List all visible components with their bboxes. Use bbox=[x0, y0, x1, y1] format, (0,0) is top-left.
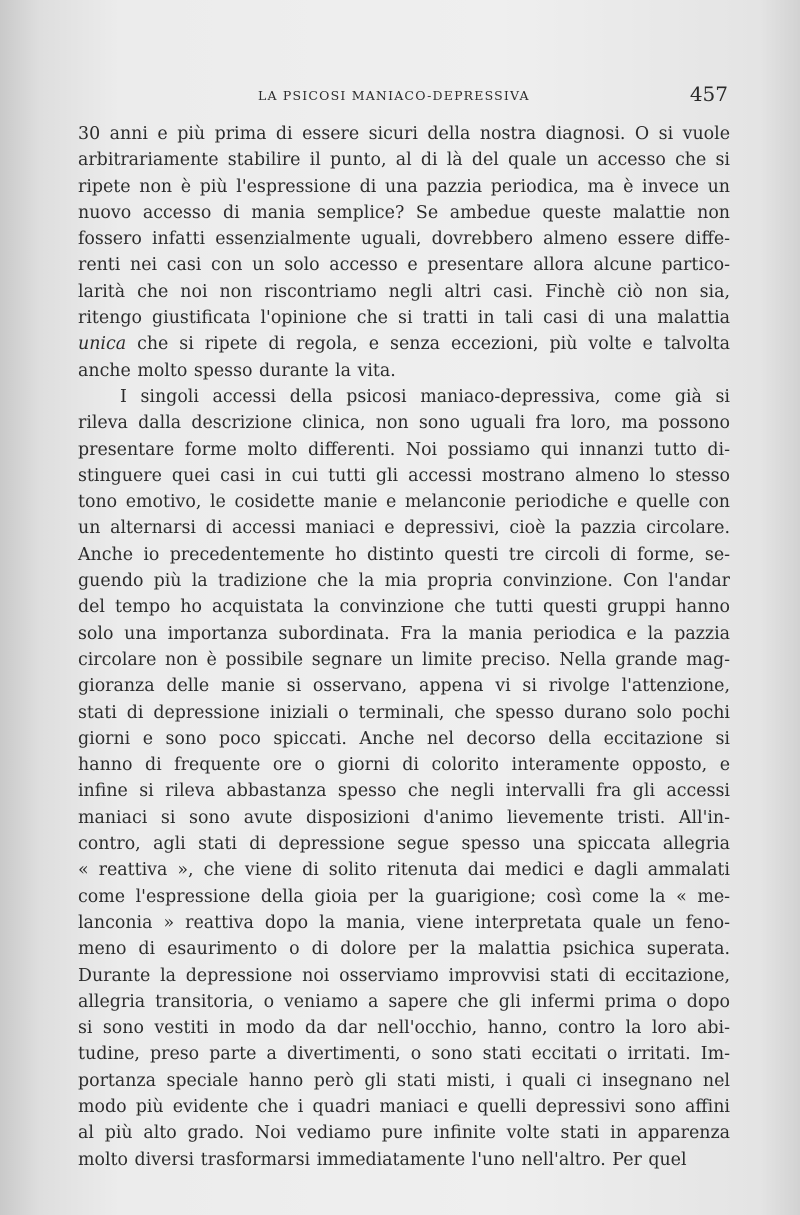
text-line: ripete non è più l'espressione di una pazzia periodica, ma è invece un bbox=[78, 176, 730, 197]
text-line: larità che noi non riscontriamo negli altri casi. Finchè ciò non sia, bbox=[78, 281, 730, 302]
text-line: Anche io precedentemente ho distinto questi tre circoli di forme, se- bbox=[78, 544, 730, 565]
text-line: rileva dalla descrizione clinica, non sono uguali fra loro, ma possono bbox=[78, 413, 730, 434]
text-line: fossero infatti essenzialmente uguali, dovrebbero almeno essere diffe- bbox=[78, 229, 730, 250]
text-line: presentare forme molto differenti. Noi possiamo qui innanzi tutto di- bbox=[78, 439, 730, 460]
text-line: come l'espressione della gioia per la guarigione; così come la « me- bbox=[78, 886, 730, 907]
text-line: stati di depressione iniziali o terminali, che spesso durano solo pochi bbox=[78, 702, 730, 723]
text-line: al più alto grado. Noi vediamo pure infinite volte stati in apparenza bbox=[78, 1123, 730, 1144]
text-line: contro, agli stati di depressione segue spesso una spiccata allegria bbox=[78, 834, 730, 855]
text-line: infine si rileva abbastanza spesso che negli intervalli fra gli accessi bbox=[78, 781, 730, 802]
text-line: renti nei casi con un solo accesso e presentare allora alcune partico- bbox=[78, 255, 730, 276]
text-line: I singoli accessi della psicosi maniaco-depressiva, come già si bbox=[120, 386, 730, 407]
text-line: 30 anni e più prima di essere sicuri della nostra diagnosi. O si vuole bbox=[78, 124, 730, 144]
body-text bbox=[78, 121, 730, 1173]
text-line: modo più evidente che i quadri maniaci e quelli depressivi sono affini bbox=[78, 1096, 730, 1117]
text-line: gioranza delle manie si osservano, appena vi si rivolge l'attenzione, bbox=[78, 676, 730, 697]
text-line: hanno di frequente ore o giorni di colorito interamente opposto, e bbox=[78, 755, 730, 776]
text-line: maniaci si sono avute disposizioni d'animo lievemente tristi. All'in- bbox=[78, 807, 730, 828]
text-line: lanconia » reattiva dopo la mania, viene interpretata quale un feno- bbox=[78, 912, 730, 933]
text-line: portanza speciale hanno però gli stati misti, i quali ci insegnano nel bbox=[78, 1070, 730, 1091]
page-header bbox=[80, 82, 730, 116]
text-line: circolare non è possibile segnare un limite preciso. Nella grande mag- bbox=[78, 649, 730, 670]
text-line: nuovo accesso di mania semplice? Se ambedue queste malattie non bbox=[78, 202, 730, 223]
text-line: molto diversi trasformarsi immediatamente l'uno nell'altro. Per quel bbox=[78, 1149, 687, 1170]
text-line: allegria transitoria, o veniamo a sapere che gli infermi prima o dopo bbox=[78, 991, 730, 1012]
page-number: 457 bbox=[689, 82, 728, 106]
text-line: del tempo ho acquistata la convinzione che tutti questi gruppi hanno bbox=[78, 597, 730, 618]
text-line: ritengo giustificata l'opinione che si tratti in tali casi di una malattia bbox=[78, 308, 730, 329]
text-line: stinguere quei casi in cui tutti gli accessi mostrano almeno lo stesso bbox=[78, 465, 730, 486]
text-line: tudine, preso parte a divertimenti, o sono stati eccitati o irritati. Im- bbox=[78, 1044, 730, 1065]
text-line: unica che si ripete di regola, e senza eccezioni, più volte e talvolta bbox=[78, 334, 730, 355]
text-line: Durante la depressione noi osserviamo improvvisi stati di eccitazione, bbox=[78, 965, 730, 986]
text-line: un alternarsi di accessi maniaci e depressivi, cioè la pazzia circolare. bbox=[78, 518, 730, 539]
text-line: « reattiva », che viene di solito ritenuta dai medici e dagli ammalati bbox=[78, 860, 730, 881]
text-line: arbitrariamente stabilire il punto, al di là del quale un accesso che si bbox=[78, 150, 730, 171]
text-line: si sono vestiti in modo da dar nell'occhio, hanno, contro la loro abi- bbox=[78, 1018, 730, 1039]
text-line: guendo più la tradizione che la mia propria convinzione. Con l'andar bbox=[78, 571, 730, 592]
text-line: solo una importanza subordinata. Fra la mania periodica e la pazzia bbox=[78, 623, 730, 644]
text-line: giorni e sono poco spiccati. Anche nel decorso della eccitazione si bbox=[78, 728, 730, 749]
text-line: meno di esaurimento o di dolore per la malattia psichica superata. bbox=[78, 939, 730, 960]
running-title: LA PSICOSI MANIACO-DEPRESSIVA bbox=[258, 88, 530, 103]
text-line: tono emotivo, le cosidette manie e melanconie periodiche e quelle con bbox=[78, 492, 730, 513]
text-line: anche molto spesso durante la vita. bbox=[78, 360, 396, 381]
